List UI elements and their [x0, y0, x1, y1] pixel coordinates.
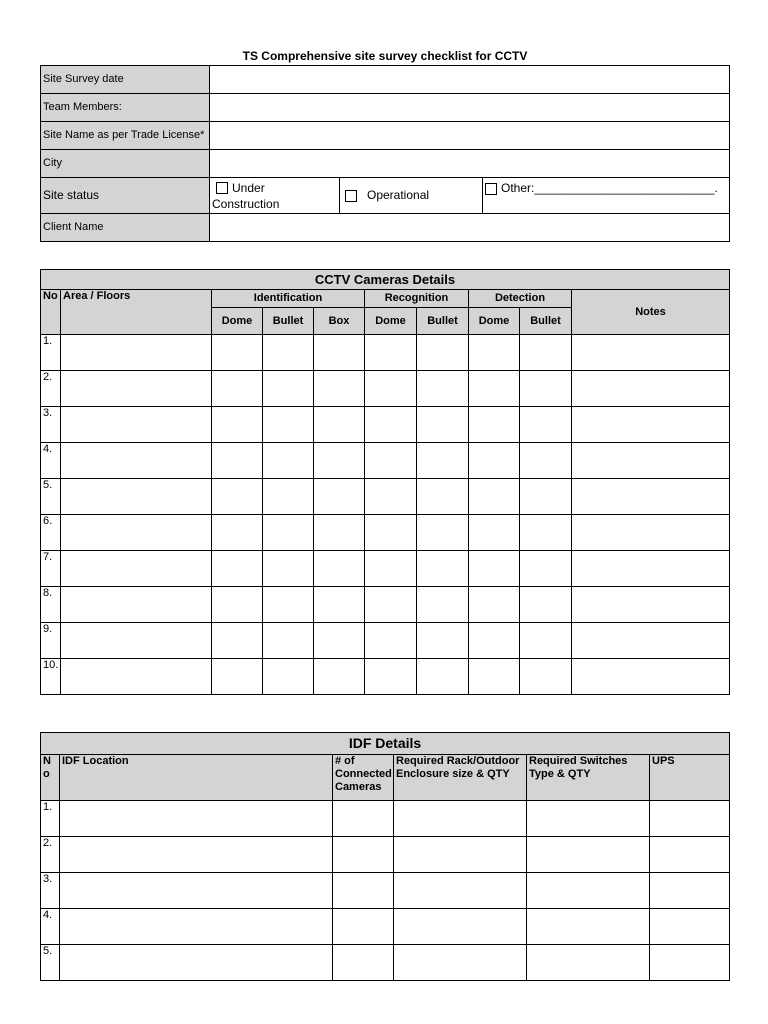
- idf-row: [41, 873, 730, 909]
- cctv-row-number: 7.: [41, 551, 61, 587]
- connected-cameras-header: [333, 755, 394, 801]
- detection-dome-cell[interactable]: [469, 479, 520, 515]
- cctv-row-number: 5.: [41, 479, 61, 515]
- idf-no-header-line-1: N: [43, 755, 51, 767]
- detection-bullet-cell[interactable]: [520, 479, 572, 515]
- recognition-header: Recognition: [365, 290, 469, 308]
- ups-cell[interactable]: [650, 945, 730, 981]
- idf-row-number: 5.: [41, 945, 60, 981]
- rack-enclosure-cell[interactable]: [394, 909, 527, 945]
- recognition-bullet-cell[interactable]: [417, 587, 469, 623]
- detection-dome-cell[interactable]: [469, 443, 520, 479]
- detection-dome-cell[interactable]: [469, 515, 520, 551]
- idf-row-number: 1.: [41, 801, 60, 837]
- cctv-row: [41, 479, 730, 515]
- detection-dome-header: Dome: [469, 308, 520, 335]
- identification-box-cell[interactable]: [314, 515, 365, 551]
- under-construction-checkbox[interactable]: [216, 182, 228, 194]
- area-floors-cell[interactable]: [61, 407, 212, 443]
- detection-bullet-cell[interactable]: [520, 515, 572, 551]
- detection-dome-cell[interactable]: [469, 587, 520, 623]
- idf-no-header-line-2: o: [43, 768, 50, 780]
- identification-box-cell[interactable]: [314, 335, 365, 371]
- idf-row: [41, 837, 730, 873]
- status-other-option[interactable]: [483, 178, 730, 214]
- status-operational-option[interactable]: [340, 178, 483, 214]
- connected-cameras-cell[interactable]: [333, 873, 394, 909]
- identification-box-header: Box: [314, 308, 365, 335]
- detection-dome-cell[interactable]: [469, 623, 520, 659]
- recognition-bullet-cell[interactable]: [417, 443, 469, 479]
- recognition-bullet-cell[interactable]: [417, 551, 469, 587]
- under-construction-label-2: Construction: [212, 196, 280, 211]
- detection-bullet-header: Bullet: [520, 308, 572, 335]
- identification-box-cell[interactable]: [314, 371, 365, 407]
- recognition-dome-cell[interactable]: [365, 335, 417, 371]
- detection-header: Detection: [469, 290, 572, 308]
- notes-cell[interactable]: [572, 407, 730, 443]
- detection-dome-cell[interactable]: [469, 659, 520, 695]
- switches-cell[interactable]: [527, 945, 650, 981]
- notes-cell[interactable]: [572, 659, 730, 695]
- detection-dome-cell[interactable]: [469, 551, 520, 587]
- connected-cameras-cell[interactable]: [333, 801, 394, 837]
- connected-cameras-cell[interactable]: [333, 837, 394, 873]
- detection-bullet-cell[interactable]: [520, 623, 572, 659]
- under-construction-label-1: Under: [232, 180, 265, 195]
- idf-row-number: 2.: [41, 837, 60, 873]
- recognition-bullet-cell[interactable]: [417, 659, 469, 695]
- ups-cell[interactable]: [650, 909, 730, 945]
- identification-bullet-cell[interactable]: [263, 515, 314, 551]
- idf-location-cell[interactable]: [60, 801, 333, 837]
- site-info-table: [40, 65, 730, 242]
- detection-bullet-cell[interactable]: [520, 407, 572, 443]
- team-members-field[interactable]: [210, 94, 730, 122]
- city-field[interactable]: [210, 150, 730, 178]
- switches-header-line-2: Type & QTY: [529, 768, 591, 780]
- recognition-dome-cell[interactable]: [365, 515, 417, 551]
- recognition-bullet-cell[interactable]: [417, 371, 469, 407]
- idf-row: [41, 801, 730, 837]
- notes-cell[interactable]: [572, 515, 730, 551]
- recognition-dome-cell[interactable]: [365, 407, 417, 443]
- recognition-dome-cell[interactable]: [365, 479, 417, 515]
- recognition-dome-header: Dome: [365, 308, 417, 335]
- ups-cell[interactable]: [650, 837, 730, 873]
- identification-bullet-cell[interactable]: [263, 623, 314, 659]
- connected-cameras-header-line-1: # of: [335, 755, 355, 767]
- identification-box-cell[interactable]: [314, 623, 365, 659]
- cctv-row: [41, 335, 730, 371]
- recognition-bullet-header: Bullet: [417, 308, 469, 335]
- recognition-bullet-cell[interactable]: [417, 407, 469, 443]
- ups-cell[interactable]: [650, 801, 730, 837]
- area-floors-cell[interactable]: [61, 479, 212, 515]
- idf-location-cell[interactable]: [60, 909, 333, 945]
- rack-enclosure-header: [394, 755, 527, 801]
- cctv-row-number: 1.: [41, 335, 61, 371]
- rack-enclosure-cell[interactable]: [394, 801, 527, 837]
- area-floors-cell[interactable]: [61, 551, 212, 587]
- recognition-dome-cell[interactable]: [365, 551, 417, 587]
- area-floors-cell[interactable]: [61, 371, 212, 407]
- detection-bullet-cell[interactable]: [520, 443, 572, 479]
- notes-cell[interactable]: [572, 587, 730, 623]
- detection-dome-cell[interactable]: [469, 335, 520, 371]
- identification-bullet-header: Bullet: [263, 308, 314, 335]
- identification-dome-header: Dome: [212, 308, 263, 335]
- recognition-bullet-cell[interactable]: [417, 623, 469, 659]
- identification-bullet-cell[interactable]: [263, 335, 314, 371]
- identification-dome-cell[interactable]: [212, 371, 263, 407]
- area-floors-cell[interactable]: [61, 659, 212, 695]
- identification-box-cell[interactable]: [314, 407, 365, 443]
- area-floors-cell[interactable]: [61, 335, 212, 371]
- notes-cell[interactable]: [572, 551, 730, 587]
- area-floors-cell[interactable]: [61, 515, 212, 551]
- switches-cell[interactable]: [527, 873, 650, 909]
- identification-header: Identification: [212, 290, 365, 308]
- detection-dome-cell[interactable]: [469, 371, 520, 407]
- switches-cell[interactable]: [527, 909, 650, 945]
- identification-box-cell[interactable]: [314, 479, 365, 515]
- other-label: Other:___________________________.: [501, 181, 718, 195]
- rack-enclosure-cell[interactable]: [394, 873, 527, 909]
- rack-enclosure-cell[interactable]: [394, 837, 527, 873]
- idf-no-header: [41, 755, 60, 801]
- cctv-row-number: 10.: [41, 659, 61, 695]
- identification-box-cell[interactable]: [314, 551, 365, 587]
- identification-box-cell[interactable]: [314, 587, 365, 623]
- connected-cameras-header-line-2: Connected: [335, 768, 392, 780]
- connected-cameras-header-line-3: Cameras: [335, 781, 382, 793]
- idf-section-title: IDF Details: [41, 733, 730, 755]
- cctv-row-number: 9.: [41, 623, 61, 659]
- idf-row-number: 3.: [41, 873, 60, 909]
- idf-location-cell[interactable]: [60, 837, 333, 873]
- cctv-row: [41, 407, 730, 443]
- cctv-row: [41, 587, 730, 623]
- area-floors-cell[interactable]: [61, 587, 212, 623]
- recognition-bullet-cell[interactable]: [417, 335, 469, 371]
- cctv-row-number: 2.: [41, 371, 61, 407]
- identification-box-cell[interactable]: [314, 659, 365, 695]
- identification-box-cell[interactable]: [314, 443, 365, 479]
- cctv-section-title: CCTV Cameras Details: [41, 270, 730, 290]
- detection-bullet-cell[interactable]: [520, 371, 572, 407]
- site-survey-date-label: Site Survey date: [41, 66, 210, 94]
- switches-cell[interactable]: [527, 801, 650, 837]
- cctv-no-header: No: [41, 290, 61, 335]
- site-name-label: Site Name as per Trade License*: [41, 122, 210, 150]
- detection-bullet-cell[interactable]: [520, 587, 572, 623]
- cctv-row: [41, 515, 730, 551]
- recognition-dome-cell[interactable]: [365, 623, 417, 659]
- switches-header-line-1: Required Switches: [529, 755, 628, 767]
- recognition-dome-cell[interactable]: [365, 371, 417, 407]
- cctv-row: [41, 623, 730, 659]
- detection-dome-cell[interactable]: [469, 407, 520, 443]
- identification-bullet-cell[interactable]: [263, 371, 314, 407]
- document-title: TS Comprehensive site survey checklist for CCTV: [242, 49, 528, 63]
- notes-cell[interactable]: [572, 335, 730, 371]
- identification-dome-cell[interactable]: [212, 659, 263, 695]
- idf-location-cell[interactable]: [60, 873, 333, 909]
- identification-dome-cell[interactable]: [212, 587, 263, 623]
- idf-location-header: IDF Location: [60, 755, 333, 801]
- identification-dome-cell[interactable]: [212, 551, 263, 587]
- status-under-construction-option[interactable]: [210, 178, 340, 214]
- identification-dome-cell[interactable]: [212, 515, 263, 551]
- operational-label: Operational: [367, 188, 430, 202]
- city-label: City: [41, 150, 210, 178]
- identification-dome-cell[interactable]: [212, 443, 263, 479]
- area-floors-cell[interactable]: [61, 623, 212, 659]
- identification-bullet-cell[interactable]: [263, 407, 314, 443]
- notes-cell[interactable]: [572, 479, 730, 515]
- identification-dome-cell[interactable]: [212, 407, 263, 443]
- identification-bullet-cell[interactable]: [263, 659, 314, 695]
- notes-cell[interactable]: [572, 623, 730, 659]
- recognition-dome-cell[interactable]: [365, 659, 417, 695]
- detection-bullet-cell[interactable]: [520, 551, 572, 587]
- site-name-field[interactable]: [210, 122, 730, 150]
- switches-header: [527, 755, 650, 801]
- cctv-area-header: Area / Floors: [61, 290, 212, 335]
- cctv-cameras-table: [40, 269, 730, 695]
- team-members-label: Team Members:: [41, 94, 210, 122]
- detection-bullet-cell[interactable]: [520, 335, 572, 371]
- recognition-dome-cell[interactable]: [365, 443, 417, 479]
- identification-bullet-cell[interactable]: [263, 587, 314, 623]
- recognition-dome-cell[interactable]: [365, 587, 417, 623]
- site-status-label: Site status: [41, 178, 210, 214]
- identification-bullet-cell[interactable]: [263, 551, 314, 587]
- cctv-row: [41, 551, 730, 587]
- cctv-row-number: 4.: [41, 443, 61, 479]
- idf-location-cell[interactable]: [60, 945, 333, 981]
- identification-dome-cell[interactable]: [212, 335, 263, 371]
- notes-cell[interactable]: [572, 371, 730, 407]
- operational-checkbox[interactable]: [345, 190, 357, 202]
- ups-header: UPS: [650, 755, 730, 801]
- identification-bullet-cell[interactable]: [263, 479, 314, 515]
- connected-cameras-cell[interactable]: [333, 945, 394, 981]
- notes-cell[interactable]: [572, 443, 730, 479]
- cctv-row: [41, 659, 730, 695]
- idf-row: [41, 945, 730, 981]
- switches-cell[interactable]: [527, 837, 650, 873]
- rack-enclosure-header-line-1: Required Rack/Outdoor: [396, 755, 520, 767]
- recognition-bullet-cell[interactable]: [417, 515, 469, 551]
- rack-enclosure-header-line-2: Enclosure size & QTY: [396, 768, 510, 780]
- other-checkbox[interactable]: [485, 183, 497, 195]
- identification-dome-cell[interactable]: [212, 479, 263, 515]
- client-name-label: Client Name: [41, 214, 210, 242]
- notes-header: Notes: [572, 290, 730, 335]
- idf-details-table: [40, 732, 730, 981]
- cctv-row-number: 8.: [41, 587, 61, 623]
- detection-bullet-cell[interactable]: [520, 659, 572, 695]
- area-floors-cell[interactable]: [61, 443, 212, 479]
- cctv-row-number: 6.: [41, 515, 61, 551]
- recognition-bullet-cell[interactable]: [417, 479, 469, 515]
- cctv-row: [41, 443, 730, 479]
- ups-cell[interactable]: [650, 873, 730, 909]
- identification-dome-cell[interactable]: [212, 623, 263, 659]
- idf-row-number: 4.: [41, 909, 60, 945]
- client-name-field[interactable]: [210, 214, 730, 242]
- cctv-row: [41, 371, 730, 407]
- cctv-row-number: 3.: [41, 407, 61, 443]
- connected-cameras-cell[interactable]: [333, 909, 394, 945]
- idf-row: [41, 909, 730, 945]
- site-survey-date-field[interactable]: [210, 66, 730, 94]
- identification-bullet-cell[interactable]: [263, 443, 314, 479]
- rack-enclosure-cell[interactable]: [394, 945, 527, 981]
